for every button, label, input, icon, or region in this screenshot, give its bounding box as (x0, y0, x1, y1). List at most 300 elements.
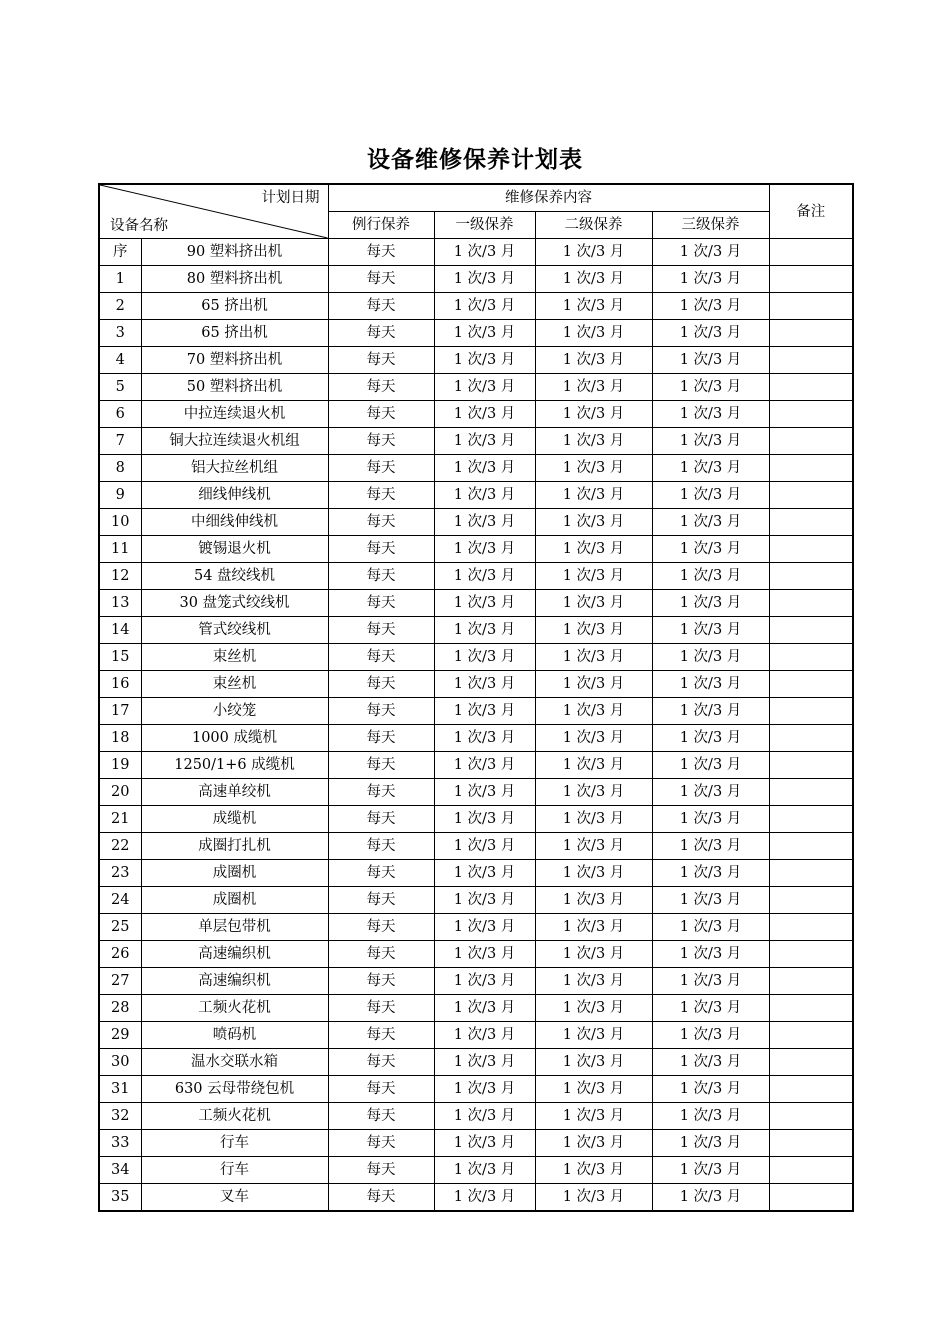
equipment-name-cell: 束丝机 (141, 671, 328, 698)
equipment-name-cell: 90 塑料挤出机 (141, 239, 328, 266)
routine-maintenance-cell: 每天 (328, 887, 434, 914)
routine-maintenance-cell: 每天 (328, 752, 434, 779)
level1-maintenance-cell: 1 次/3 月 (434, 1103, 535, 1130)
table-row (99, 725, 853, 752)
equipment-name-cell: 1250/1+6 成缆机 (141, 752, 328, 779)
table-row (99, 1184, 853, 1212)
level2-maintenance-cell: 1 次/3 月 (535, 671, 652, 698)
level3-maintenance-cell: 1 次/3 月 (652, 887, 769, 914)
level2-maintenance-cell: 1 次/3 月 (535, 563, 652, 590)
remark-cell (769, 455, 853, 482)
remark-cell (769, 860, 853, 887)
level2-maintenance-cell: 1 次/3 月 (535, 1049, 652, 1076)
row-number-cell: 20 (99, 779, 141, 806)
equipment-name-cell: 温水交联水箱 (141, 1049, 328, 1076)
row-number-cell: 11 (99, 536, 141, 563)
equipment-name-cell: 细线伸线机 (141, 482, 328, 509)
level1-maintenance-cell: 1 次/3 月 (434, 590, 535, 617)
equipment-name-label: 设备名称 (110, 218, 168, 234)
remark-cell (769, 941, 853, 968)
routine-maintenance-cell: 每天 (328, 239, 434, 266)
remark-cell (769, 752, 853, 779)
table-row (99, 455, 853, 482)
level2-maintenance-cell: 1 次/3 月 (535, 914, 652, 941)
remark-cell (769, 293, 853, 320)
row-number-cell: 25 (99, 914, 141, 941)
remark-cell (769, 995, 853, 1022)
remark-cell (769, 779, 853, 806)
remarks-header: 备注 (769, 184, 853, 239)
level1-maintenance-cell: 1 次/3 月 (434, 1130, 535, 1157)
remark-cell (769, 536, 853, 563)
table-row (99, 1103, 853, 1130)
routine-maintenance-cell: 每天 (328, 671, 434, 698)
remark-cell (769, 590, 853, 617)
routine-maintenance-cell: 每天 (328, 995, 434, 1022)
routine-maintenance-cell: 每天 (328, 1130, 434, 1157)
table-row (99, 968, 853, 995)
level2-maintenance-cell: 1 次/3 月 (535, 941, 652, 968)
equipment-name-cell: 铜大拉连续退火机组 (141, 428, 328, 455)
equipment-name-cell: 成缆机 (141, 806, 328, 833)
level3-maintenance-cell: 1 次/3 月 (652, 482, 769, 509)
row-number-cell: 8 (99, 455, 141, 482)
equipment-name-cell: 镀锡退火机 (141, 536, 328, 563)
level3-maintenance-cell: 1 次/3 月 (652, 671, 769, 698)
routine-maintenance-cell: 每天 (328, 509, 434, 536)
row-number-cell: 29 (99, 1022, 141, 1049)
row-number-cell: 17 (99, 698, 141, 725)
table-row (99, 293, 853, 320)
equipment-name-cell: 叉车 (141, 1184, 328, 1212)
table-row (99, 1076, 853, 1103)
level1-maintenance-cell: 1 次/3 月 (434, 941, 535, 968)
table-row (99, 1022, 853, 1049)
level1-maintenance-cell: 1 次/3 月 (434, 752, 535, 779)
level1-maintenance-cell: 1 次/3 月 (434, 968, 535, 995)
equipment-name-cell: 高速编织机 (141, 941, 328, 968)
level3-maintenance-cell: 1 次/3 月 (652, 698, 769, 725)
level2-header: 二级保养 (535, 212, 652, 239)
remark-cell (769, 617, 853, 644)
equipment-name-cell: 单层包带机 (141, 914, 328, 941)
equipment-name-cell: 行车 (141, 1130, 328, 1157)
level3-maintenance-cell: 1 次/3 月 (652, 239, 769, 266)
remark-cell (769, 1049, 853, 1076)
remark-cell (769, 509, 853, 536)
header-row-1 (99, 184, 853, 212)
level1-maintenance-cell: 1 次/3 月 (434, 887, 535, 914)
level2-maintenance-cell: 1 次/3 月 (535, 833, 652, 860)
level2-maintenance-cell: 1 次/3 月 (535, 320, 652, 347)
equipment-name-cell: 54 盘绞线机 (141, 563, 328, 590)
equipment-name-cell: 高速编织机 (141, 968, 328, 995)
level1-maintenance-cell: 1 次/3 月 (434, 374, 535, 401)
equipment-name-cell: 铝大拉丝机组 (141, 455, 328, 482)
level3-maintenance-cell: 1 次/3 月 (652, 509, 769, 536)
row-number-cell: 9 (99, 482, 141, 509)
routine-maintenance-cell: 每天 (328, 455, 434, 482)
row-number-cell: 1 (99, 266, 141, 293)
table-row (99, 401, 853, 428)
table-row (99, 239, 853, 266)
row-number-cell: 15 (99, 644, 141, 671)
level3-maintenance-cell: 1 次/3 月 (652, 1049, 769, 1076)
routine-maintenance-cell: 每天 (328, 941, 434, 968)
level2-maintenance-cell: 1 次/3 月 (535, 1184, 652, 1212)
level2-maintenance-cell: 1 次/3 月 (535, 293, 652, 320)
level3-maintenance-cell: 1 次/3 月 (652, 806, 769, 833)
routine-maintenance-cell: 每天 (328, 725, 434, 752)
level3-maintenance-cell: 1 次/3 月 (652, 563, 769, 590)
row-number-cell: 2 (99, 293, 141, 320)
routine-maintenance-cell: 每天 (328, 914, 434, 941)
level3-maintenance-cell: 1 次/3 月 (652, 941, 769, 968)
level2-maintenance-cell: 1 次/3 月 (535, 509, 652, 536)
level3-maintenance-cell: 1 次/3 月 (652, 617, 769, 644)
equipment-name-cell: 高速单绞机 (141, 779, 328, 806)
level3-maintenance-cell: 1 次/3 月 (652, 752, 769, 779)
routine-maintenance-cell: 每天 (328, 482, 434, 509)
remark-cell (769, 698, 853, 725)
level1-maintenance-cell: 1 次/3 月 (434, 347, 535, 374)
level2-maintenance-cell: 1 次/3 月 (535, 725, 652, 752)
routine-maintenance-cell: 每天 (328, 1076, 434, 1103)
table-row (99, 482, 853, 509)
remark-cell (769, 266, 853, 293)
row-number-cell: 3 (99, 320, 141, 347)
level2-maintenance-cell: 1 次/3 月 (535, 590, 652, 617)
routine-maintenance-cell: 每天 (328, 860, 434, 887)
row-number-cell: 12 (99, 563, 141, 590)
level3-maintenance-cell: 1 次/3 月 (652, 1157, 769, 1184)
routine-maintenance-cell: 每天 (328, 320, 434, 347)
routine-maintenance-cell: 每天 (328, 563, 434, 590)
diagonal-header-cell (99, 184, 328, 239)
maintenance-content-header: 维修保养内容 (328, 184, 769, 212)
equipment-name-cell: 小绞笼 (141, 698, 328, 725)
level2-maintenance-cell: 1 次/3 月 (535, 1022, 652, 1049)
page-title: 设备维修保养计划表 (367, 147, 583, 173)
level2-maintenance-cell: 1 次/3 月 (535, 752, 652, 779)
level1-maintenance-cell: 1 次/3 月 (434, 671, 535, 698)
routine-maintenance-cell: 每天 (328, 1184, 434, 1212)
equipment-name-cell: 65 挤出机 (141, 293, 328, 320)
level3-maintenance-cell: 1 次/3 月 (652, 293, 769, 320)
row-number-cell: 6 (99, 401, 141, 428)
routine-maintenance-cell: 每天 (328, 590, 434, 617)
row-number-cell: 30 (99, 1049, 141, 1076)
level2-maintenance-cell: 1 次/3 月 (535, 806, 652, 833)
level3-maintenance-cell: 1 次/3 月 (652, 1103, 769, 1130)
routine-maintenance-cell: 每天 (328, 401, 434, 428)
remark-cell (769, 1184, 853, 1212)
level2-maintenance-cell: 1 次/3 月 (535, 617, 652, 644)
routine-maintenance-cell: 每天 (328, 536, 434, 563)
remark-cell (769, 320, 853, 347)
row-number-cell: 18 (99, 725, 141, 752)
level2-maintenance-cell: 1 次/3 月 (535, 1103, 652, 1130)
level2-maintenance-cell: 1 次/3 月 (535, 779, 652, 806)
table-row (99, 1157, 853, 1184)
table-row (99, 1049, 853, 1076)
level3-maintenance-cell: 1 次/3 月 (652, 968, 769, 995)
table-row (99, 374, 853, 401)
table-row (99, 644, 853, 671)
remark-cell (769, 1022, 853, 1049)
remark-cell (769, 482, 853, 509)
level1-maintenance-cell: 1 次/3 月 (434, 455, 535, 482)
equipment-name-cell: 中细线伸线机 (141, 509, 328, 536)
row-number-cell: 16 (99, 671, 141, 698)
table-row (99, 806, 853, 833)
level3-header: 三级保养 (652, 212, 769, 239)
level3-maintenance-cell: 1 次/3 月 (652, 779, 769, 806)
level2-maintenance-cell: 1 次/3 月 (535, 347, 652, 374)
level3-maintenance-cell: 1 次/3 月 (652, 833, 769, 860)
row-number-cell: 19 (99, 752, 141, 779)
equipment-name-cell: 成圈打扎机 (141, 833, 328, 860)
level2-maintenance-cell: 1 次/3 月 (535, 455, 652, 482)
level3-maintenance-cell: 1 次/3 月 (652, 374, 769, 401)
row-number-cell: 27 (99, 968, 141, 995)
level1-maintenance-cell: 1 次/3 月 (434, 401, 535, 428)
level1-header: 一级保养 (434, 212, 535, 239)
routine-maintenance-cell: 每天 (328, 347, 434, 374)
equipment-name-cell: 束丝机 (141, 644, 328, 671)
row-number-cell: 7 (99, 428, 141, 455)
equipment-name-cell: 30 盘笼式绞线机 (141, 590, 328, 617)
remark-cell (769, 563, 853, 590)
level1-maintenance-cell: 1 次/3 月 (434, 482, 535, 509)
routine-maintenance-cell: 每天 (328, 617, 434, 644)
equipment-name-cell: 1000 成缆机 (141, 725, 328, 752)
table-row (99, 563, 853, 590)
routine-maintenance-cell: 每天 (328, 806, 434, 833)
level1-maintenance-cell: 1 次/3 月 (434, 1157, 535, 1184)
level3-maintenance-cell: 1 次/3 月 (652, 644, 769, 671)
remark-cell (769, 887, 853, 914)
routine-maintenance-cell: 每天 (328, 779, 434, 806)
equipment-name-cell: 70 塑料挤出机 (141, 347, 328, 374)
level3-maintenance-cell: 1 次/3 月 (652, 995, 769, 1022)
remark-cell (769, 968, 853, 995)
row-number-cell: 10 (99, 509, 141, 536)
level1-maintenance-cell: 1 次/3 月 (434, 995, 535, 1022)
routine-maintenance-cell: 每天 (328, 374, 434, 401)
level1-maintenance-cell: 1 次/3 月 (434, 266, 535, 293)
row-number-cell: 14 (99, 617, 141, 644)
level1-maintenance-cell: 1 次/3 月 (434, 725, 535, 752)
level3-maintenance-cell: 1 次/3 月 (652, 347, 769, 374)
equipment-name-cell: 喷码机 (141, 1022, 328, 1049)
remark-cell (769, 239, 853, 266)
routine-maintenance-cell: 每天 (328, 1049, 434, 1076)
level3-maintenance-cell: 1 次/3 月 (652, 266, 769, 293)
table-row (99, 671, 853, 698)
equipment-name-cell: 工频火花机 (141, 1103, 328, 1130)
level3-maintenance-cell: 1 次/3 月 (652, 914, 769, 941)
table-row (99, 509, 853, 536)
level3-maintenance-cell: 1 次/3 月 (652, 1022, 769, 1049)
level2-maintenance-cell: 1 次/3 月 (535, 887, 652, 914)
level3-maintenance-cell: 1 次/3 月 (652, 455, 769, 482)
routine-maintenance-cell: 每天 (328, 293, 434, 320)
level2-maintenance-cell: 1 次/3 月 (535, 374, 652, 401)
level1-maintenance-cell: 1 次/3 月 (434, 239, 535, 266)
level3-maintenance-cell: 1 次/3 月 (652, 1184, 769, 1212)
level3-maintenance-cell: 1 次/3 月 (652, 860, 769, 887)
row-number-cell: 21 (99, 806, 141, 833)
row-number-cell: 4 (99, 347, 141, 374)
table-row (99, 860, 853, 887)
level2-maintenance-cell: 1 次/3 月 (535, 401, 652, 428)
equipment-name-cell: 行车 (141, 1157, 328, 1184)
level2-maintenance-cell: 1 次/3 月 (535, 860, 652, 887)
level3-maintenance-cell: 1 次/3 月 (652, 401, 769, 428)
equipment-name-cell: 管式绞线机 (141, 617, 328, 644)
row-number-cell: 24 (99, 887, 141, 914)
level2-maintenance-cell: 1 次/3 月 (535, 482, 652, 509)
row-number-cell: 31 (99, 1076, 141, 1103)
level1-maintenance-cell: 1 次/3 月 (434, 536, 535, 563)
table-row (99, 536, 853, 563)
level2-maintenance-cell: 1 次/3 月 (535, 239, 652, 266)
row-number-cell: 22 (99, 833, 141, 860)
table-row (99, 1130, 853, 1157)
level1-maintenance-cell: 1 次/3 月 (434, 1022, 535, 1049)
level2-maintenance-cell: 1 次/3 月 (535, 1076, 652, 1103)
remark-cell (769, 644, 853, 671)
table-row (99, 833, 853, 860)
row-number-cell: 26 (99, 941, 141, 968)
remark-cell (769, 914, 853, 941)
routine-maintenance-cell: 每天 (328, 644, 434, 671)
plan-date-label: 计划日期 (261, 190, 320, 206)
remark-cell (769, 401, 853, 428)
table-row (99, 779, 853, 806)
remark-cell (769, 428, 853, 455)
maintenance-plan-table (98, 183, 854, 1212)
level2-maintenance-cell: 1 次/3 月 (535, 1130, 652, 1157)
level2-maintenance-cell: 1 次/3 月 (535, 536, 652, 563)
equipment-name-cell: 成圈机 (141, 887, 328, 914)
row-number-cell: 28 (99, 995, 141, 1022)
level1-maintenance-cell: 1 次/3 月 (434, 1076, 535, 1103)
remark-cell (769, 1076, 853, 1103)
level3-maintenance-cell: 1 次/3 月 (652, 590, 769, 617)
level3-maintenance-cell: 1 次/3 月 (652, 428, 769, 455)
remark-cell (769, 725, 853, 752)
table-row (99, 752, 853, 779)
level1-maintenance-cell: 1 次/3 月 (434, 860, 535, 887)
row-number-cell: 32 (99, 1103, 141, 1130)
level1-maintenance-cell: 1 次/3 月 (434, 428, 535, 455)
level2-maintenance-cell: 1 次/3 月 (535, 995, 652, 1022)
remark-cell (769, 833, 853, 860)
row-number-cell: 13 (99, 590, 141, 617)
level2-maintenance-cell: 1 次/3 月 (535, 1157, 652, 1184)
remark-cell (769, 1157, 853, 1184)
level1-maintenance-cell: 1 次/3 月 (434, 293, 535, 320)
remark-cell (769, 1103, 853, 1130)
routine-maintenance-cell: 每天 (328, 1103, 434, 1130)
level3-maintenance-cell: 1 次/3 月 (652, 725, 769, 752)
equipment-name-cell: 65 挤出机 (141, 320, 328, 347)
table-row (99, 941, 853, 968)
table-row (99, 914, 853, 941)
level1-maintenance-cell: 1 次/3 月 (434, 698, 535, 725)
level3-maintenance-cell: 1 次/3 月 (652, 1076, 769, 1103)
level2-maintenance-cell: 1 次/3 月 (535, 698, 652, 725)
routine-maintenance-cell: 每天 (328, 266, 434, 293)
table-row (99, 887, 853, 914)
routine-maintenance-cell: 每天 (328, 428, 434, 455)
level1-maintenance-cell: 1 次/3 月 (434, 914, 535, 941)
level3-maintenance-cell: 1 次/3 月 (652, 1130, 769, 1157)
level1-maintenance-cell: 1 次/3 月 (434, 320, 535, 347)
remark-cell (769, 347, 853, 374)
level1-maintenance-cell: 1 次/3 月 (434, 806, 535, 833)
equipment-name-cell: 成圈机 (141, 860, 328, 887)
level1-maintenance-cell: 1 次/3 月 (434, 644, 535, 671)
level3-maintenance-cell: 1 次/3 月 (652, 536, 769, 563)
level1-maintenance-cell: 1 次/3 月 (434, 509, 535, 536)
level1-maintenance-cell: 1 次/3 月 (434, 833, 535, 860)
remark-cell (769, 1130, 853, 1157)
equipment-name-cell: 中拉连续退火机 (141, 401, 328, 428)
row-number-cell: 序 (99, 239, 141, 266)
equipment-name-cell: 50 塑料挤出机 (141, 374, 328, 401)
table-row (99, 698, 853, 725)
equipment-name-cell: 80 塑料挤出机 (141, 266, 328, 293)
level1-maintenance-cell: 1 次/3 月 (434, 1049, 535, 1076)
row-number-cell: 5 (99, 374, 141, 401)
table-row (99, 320, 853, 347)
table-row (99, 428, 853, 455)
routine-maintenance-cell: 每天 (328, 1157, 434, 1184)
remark-cell (769, 671, 853, 698)
level2-maintenance-cell: 1 次/3 月 (535, 428, 652, 455)
level2-maintenance-cell: 1 次/3 月 (535, 968, 652, 995)
level2-maintenance-cell: 1 次/3 月 (535, 644, 652, 671)
routine-maintenance-cell: 每天 (328, 833, 434, 860)
table-row (99, 590, 853, 617)
remark-cell (769, 374, 853, 401)
level1-maintenance-cell: 1 次/3 月 (434, 617, 535, 644)
row-number-cell: 33 (99, 1130, 141, 1157)
routine-maintenance-cell: 每天 (328, 968, 434, 995)
level1-maintenance-cell: 1 次/3 月 (434, 563, 535, 590)
table-row (99, 995, 853, 1022)
level1-maintenance-cell: 1 次/3 月 (434, 1184, 535, 1212)
table-row (99, 266, 853, 293)
equipment-name-cell: 630 云母带绕包机 (141, 1076, 328, 1103)
table-row (99, 347, 853, 374)
routine-maintenance-cell: 每天 (328, 1022, 434, 1049)
level1-maintenance-cell: 1 次/3 月 (434, 779, 535, 806)
level3-maintenance-cell: 1 次/3 月 (652, 320, 769, 347)
row-number-cell: 23 (99, 860, 141, 887)
level2-maintenance-cell: 1 次/3 月 (535, 266, 652, 293)
routine-maintenance-cell: 每天 (328, 698, 434, 725)
row-number-cell: 34 (99, 1157, 141, 1184)
routine-header: 例行保养 (328, 212, 434, 239)
remark-cell (769, 806, 853, 833)
equipment-name-cell: 工频火花机 (141, 995, 328, 1022)
table-row (99, 617, 853, 644)
row-number-cell: 35 (99, 1184, 141, 1212)
